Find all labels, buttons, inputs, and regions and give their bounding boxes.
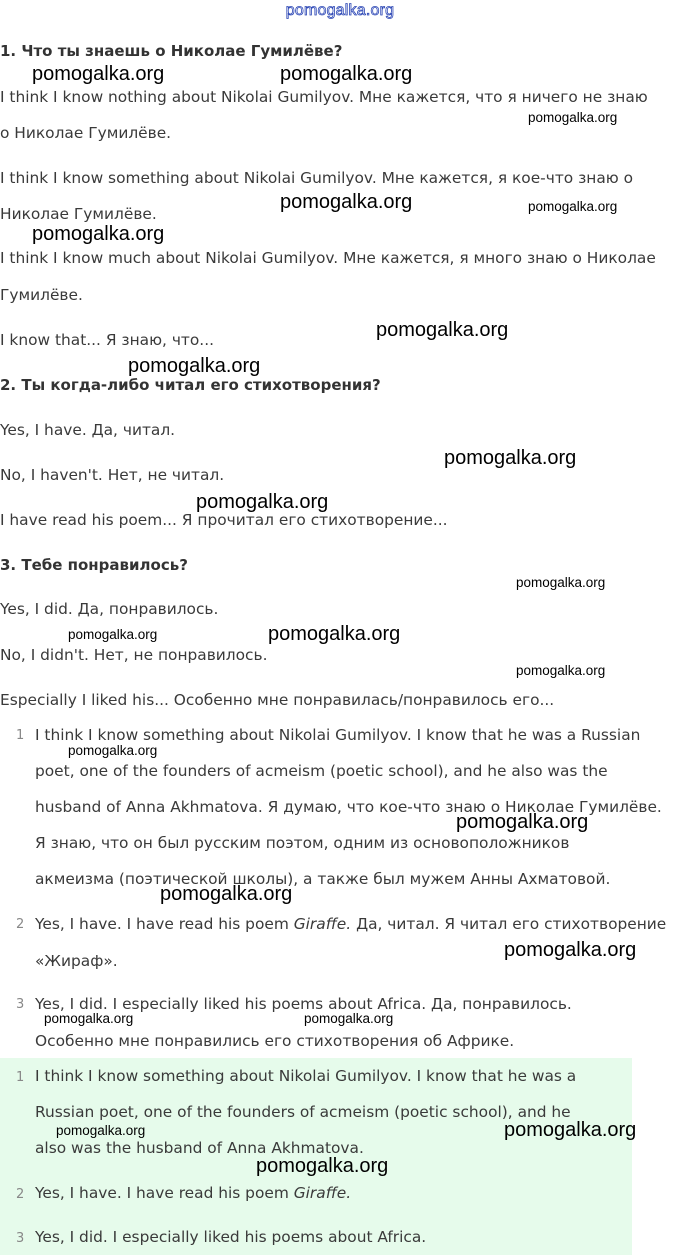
watermark: pomogalka.org bbox=[280, 63, 413, 85]
watermark: pomogalka.org bbox=[32, 223, 165, 245]
watermark: pomogalka.org bbox=[160, 883, 293, 905]
watermark: pomogalka.org bbox=[280, 191, 413, 213]
watermark: pomogalka.org bbox=[304, 1011, 394, 1026]
header-watermark[interactable]: pomogalka.org bbox=[285, 2, 395, 19]
q1-option-3-line-1: I think I know much about Nikolai Gumilyov. Мне кажется, я много знаю о Николае bbox=[0, 249, 656, 267]
watermark: pomogalka.org bbox=[504, 939, 637, 961]
q3-option-1: Yes, I did. Да, понравилось. bbox=[0, 600, 219, 618]
watermark: pomogalka.org bbox=[32, 63, 165, 85]
answer-1-line-2: poet, one of the founders of acmeism (poetic school), and he also was the bbox=[35, 762, 608, 780]
watermark: pomogalka.org bbox=[376, 319, 509, 341]
answer-3-line-2: Особенно мне понравились его стихотворения об Африке. bbox=[35, 1032, 515, 1050]
question-3: 3. Тебе понравилось? bbox=[0, 556, 188, 574]
watermark: pomogalka.org bbox=[516, 663, 606, 678]
answer-1-line-4: Я знаю, что он был русским поэтом, одним из основоположников bbox=[35, 834, 570, 852]
answer-2-number: 2 bbox=[16, 917, 25, 932]
answer-3-number: 3 bbox=[16, 997, 25, 1012]
q1-option-4: I know that... Я знаю, что... bbox=[0, 331, 214, 349]
english-answer-2: Yes, I have. I have read his poem Giraffe. bbox=[35, 1184, 352, 1202]
answer-1-line-3: husband of Anna Akhmatova. Я думаю, что кое-что знаю о Николае Гумилёве. bbox=[35, 798, 662, 816]
poem-title: Giraffe. bbox=[293, 915, 352, 933]
watermark: pomogalka.org bbox=[528, 110, 618, 125]
english-answer-1-line-1: I think I know something about Nikolai Gumilyov. I know that he was a bbox=[35, 1067, 577, 1085]
q1-option-1-line-1: I think I know nothing about Nikolai Gumilyov. Мне кажется, что я ничего не знаю bbox=[0, 88, 648, 106]
q2-option-1: Yes, I have. Да, читал. bbox=[0, 421, 176, 439]
watermark: pomogalka.org bbox=[268, 623, 401, 645]
english-answer-2-number: 2 bbox=[16, 1187, 25, 1202]
watermark: pomogalka.org bbox=[504, 1119, 637, 1141]
q2-option-2: No, I haven't. Нет, не читал. bbox=[0, 466, 225, 484]
english-answer-3-number: 3 bbox=[16, 1231, 25, 1246]
watermark: pomogalka.org bbox=[44, 1011, 134, 1026]
english-answer-1-line-3: also was the husband of Anna Akhmatova. bbox=[35, 1139, 364, 1157]
answer-2-line-2: «Жираф». bbox=[35, 952, 118, 970]
q1-option-3-line-2: Гумилёве. bbox=[0, 286, 83, 304]
question-2: 2. Ты когда-либо читал его стихотворения? bbox=[0, 376, 381, 394]
question-1: 1. Что ты знаешь о Николае Гумилёве? bbox=[0, 42, 343, 60]
q2-option-3: I have read his poem... Я прочитал его стихотворение... bbox=[0, 511, 448, 529]
q3-option-3: Especially I liked his... Особенно мне понравилась/понравилось его... bbox=[0, 691, 555, 709]
answer-3-line-1: Yes, I did. I especially liked his poems about Africa. Да, понравилось. bbox=[35, 995, 572, 1013]
q1-option-2-line-2: Николае Гумилёве. bbox=[0, 205, 157, 223]
answer-2-line-1: Yes, I have. I have read his poem Giraffe. Да, читал. Я читал его стихотворение bbox=[35, 915, 667, 933]
poem-title: Giraffe. bbox=[293, 1184, 352, 1202]
watermark: pomogalka.org bbox=[444, 447, 577, 469]
answer-1-line-1: I think I know something about Nikolai Gumilyov. I know that he was a Russian bbox=[35, 726, 641, 744]
watermark: pomogalka.org bbox=[528, 199, 618, 214]
english-answer-1-line-2: Russian poet, one of the founders of acmeism (poetic school), and he bbox=[35, 1103, 571, 1121]
watermark: pomogalka.org bbox=[456, 811, 589, 833]
watermark: pomogalka.org bbox=[68, 743, 158, 758]
watermark: pomogalka.org bbox=[128, 355, 261, 377]
english-answer-1-number: 1 bbox=[16, 1070, 25, 1085]
watermark: pomogalka.org bbox=[196, 491, 329, 513]
watermark: pomogalka.org bbox=[68, 627, 158, 642]
watermark: pomogalka.org bbox=[516, 575, 606, 590]
q3-option-2: No, I didn't. Нет, не понравилось. bbox=[0, 646, 268, 664]
q1-option-2-line-1: I think I know something about Nikolai Gumilyov. Мне кажется, я кое-что знаю о bbox=[0, 169, 634, 187]
q1-option-1-line-2: о Николае Гумилёве. bbox=[0, 124, 172, 142]
answer-1-line-5: акмеизма (поэтической школы), а также был мужем Анны Ахматовой. bbox=[35, 870, 611, 888]
watermark: pomogalka.org bbox=[56, 1123, 146, 1138]
english-answer-3: Yes, I did. I especially liked his poems about Africa. bbox=[35, 1228, 427, 1246]
watermark: pomogalka.org bbox=[256, 1155, 389, 1177]
answer-1-number: 1 bbox=[16, 728, 25, 743]
